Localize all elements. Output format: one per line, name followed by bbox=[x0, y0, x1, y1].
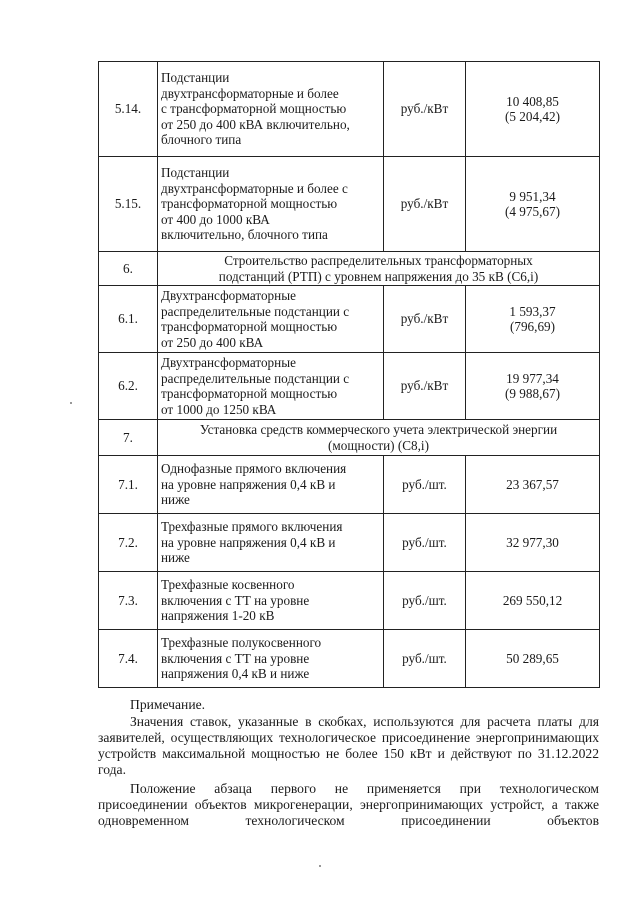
item-description-line: от 250 до 400 кВА bbox=[161, 334, 264, 350]
item-description-line: Двухтрансформаторные bbox=[161, 288, 296, 303]
item-description-line: Однофазные прямого включения bbox=[161, 461, 347, 477]
item-description-line: ниже bbox=[161, 550, 190, 566]
item-unit: руб./кВт bbox=[384, 157, 466, 252]
item-description bbox=[158, 286, 384, 353]
item-description-line: включения с ТТ на уровне bbox=[161, 650, 310, 666]
item-rate bbox=[466, 157, 600, 252]
row-number: 6.1. bbox=[99, 286, 158, 353]
item-description bbox=[158, 62, 384, 157]
item-description-line: Трехфазные косвенного bbox=[161, 577, 295, 593]
item-description-line: напряжения 1-20 кВ bbox=[161, 608, 275, 624]
notes-paragraph-2: Положение абзаца первого не применяется при технологическом присоединении объектов микрогенерации, энергопринимающих устройст, а также одновременном технологическом присоединении объектов bbox=[98, 781, 599, 828]
item-rate bbox=[466, 353, 600, 420]
item-rate bbox=[466, 630, 600, 688]
notes-title: Примечание. bbox=[130, 697, 206, 712]
item-rate bbox=[466, 286, 600, 353]
row-number: 7.4. bbox=[99, 630, 158, 688]
table-row bbox=[99, 157, 600, 252]
row-number: 7.1. bbox=[99, 456, 158, 514]
item-description-line: от 250 до 400 кВА включительно, bbox=[161, 116, 350, 132]
item-description bbox=[158, 456, 384, 514]
item-description-line: двухтрансформаторные и более bbox=[161, 85, 339, 101]
item-description bbox=[158, 572, 384, 630]
item-unit: руб./шт. bbox=[384, 630, 466, 688]
item-unit: руб./кВт bbox=[384, 286, 466, 353]
item-rate-line: 32 977,30 bbox=[506, 534, 559, 550]
section-title-line: (мощности) (С8,i) bbox=[328, 437, 429, 453]
item-rate bbox=[466, 456, 600, 514]
item-description-line: Трехфазные прямого включения bbox=[161, 519, 343, 535]
item-description-line: блочного типа bbox=[161, 132, 242, 148]
item-description-line: от 1000 до 1250 кВА bbox=[161, 401, 277, 417]
row-number: 5.14. bbox=[99, 62, 158, 157]
notes-paragraph-1: Значения ставок, указанные в скобках, используются для расчета платы для заявителей, осуществляющих технологическое присоединение энергопринимающих устройств максимальной мощностью не более 150 кВт и действуют по 31.12.2022 года. bbox=[98, 714, 599, 777]
section-title-line: Строительство распределительных трансформаторных bbox=[224, 253, 533, 268]
item-description-line: Трехфазные полукосвенного bbox=[161, 635, 322, 651]
item-description-line: двухтрансформаторные и более с bbox=[161, 180, 348, 196]
item-description-line: с трансформаторной мощностью bbox=[161, 101, 347, 117]
notes-section bbox=[98, 697, 599, 829]
item-rate-line: (5 204,42) bbox=[505, 109, 560, 124]
item-description-line: трансформаторной мощностью bbox=[161, 319, 338, 334]
scan-speck bbox=[319, 865, 321, 867]
table-row bbox=[99, 62, 600, 157]
item-description-line: включительно, блочного типа bbox=[161, 227, 328, 243]
item-description-line: на уровне напряжения 0,4 кВ и bbox=[161, 476, 336, 492]
item-rate-line: (4 975,67) bbox=[505, 204, 560, 219]
table-section-row bbox=[99, 420, 600, 456]
row-number: 7.2. bbox=[99, 514, 158, 572]
item-description-line: ниже bbox=[161, 492, 190, 508]
item-description-line: трансформаторной мощностью bbox=[161, 386, 338, 401]
tariff-table bbox=[98, 61, 600, 688]
scan-speck bbox=[70, 402, 72, 404]
table-row bbox=[99, 514, 600, 572]
item-unit: руб./шт. bbox=[384, 572, 466, 630]
item-rate bbox=[466, 514, 600, 572]
section-title-line: подстанций (РТП) с уровнем напряжения до 35 кВ (С6,i) bbox=[218, 268, 539, 284]
item-description-line: Подстанции bbox=[161, 165, 230, 181]
item-description-line: от 400 до 1000 кВА bbox=[161, 211, 270, 227]
item-rate-line: 19 977,34 bbox=[506, 370, 559, 386]
item-rate-line: 1 593,37 bbox=[509, 303, 556, 319]
table-row bbox=[99, 353, 600, 420]
item-description bbox=[158, 630, 384, 688]
item-description-line: включения с ТТ на уровне bbox=[161, 592, 310, 608]
item-description-line: трансформаторной мощностью bbox=[161, 196, 338, 212]
row-number: 7. bbox=[99, 420, 158, 456]
item-description-line: Двухтрансформаторные bbox=[161, 355, 296, 370]
item-unit: руб./шт. bbox=[384, 456, 466, 514]
item-description bbox=[158, 157, 384, 252]
item-rate-line: (9 988,67) bbox=[505, 386, 560, 401]
item-rate bbox=[466, 572, 600, 630]
table-row bbox=[99, 456, 600, 514]
item-rate-line: 9 951,34 bbox=[509, 188, 556, 204]
item-unit: руб./кВт bbox=[384, 353, 466, 420]
table-section-row bbox=[99, 252, 600, 286]
row-number: 6. bbox=[99, 252, 158, 286]
item-description-line: на уровне напряжения 0,4 кВ и bbox=[161, 534, 336, 550]
row-number: 7.3. bbox=[99, 572, 158, 630]
section-title bbox=[158, 420, 600, 456]
row-number: 6.2. bbox=[99, 353, 158, 420]
item-description bbox=[158, 514, 384, 572]
item-unit: руб./шт. bbox=[384, 514, 466, 572]
item-rate-line: 50 289,65 bbox=[506, 650, 559, 666]
item-rate-line: 10 408,85 bbox=[506, 93, 559, 109]
item-rate bbox=[466, 62, 600, 157]
section-title-line: Установка средств коммерческого учета электрической энергии bbox=[199, 422, 558, 437]
item-description-line: Подстанции bbox=[161, 70, 230, 86]
item-rate-line: (796,69) bbox=[509, 319, 556, 334]
tariff-table-body bbox=[99, 62, 600, 688]
item-description-line: распределительные подстанции с bbox=[161, 303, 350, 319]
item-description-line: напряжения 0,4 кВ и ниже bbox=[161, 666, 310, 682]
item-rate-line: 269 550,12 bbox=[502, 592, 563, 608]
item-description bbox=[158, 353, 384, 420]
table-row bbox=[99, 630, 600, 688]
item-unit: руб./кВт bbox=[384, 62, 466, 157]
section-title bbox=[158, 252, 600, 286]
table-row bbox=[99, 286, 600, 353]
table-row bbox=[99, 572, 600, 630]
item-description-line: распределительные подстанции с bbox=[161, 370, 350, 386]
row-number: 5.15. bbox=[99, 157, 158, 252]
item-rate-line: 23 367,57 bbox=[506, 476, 559, 492]
